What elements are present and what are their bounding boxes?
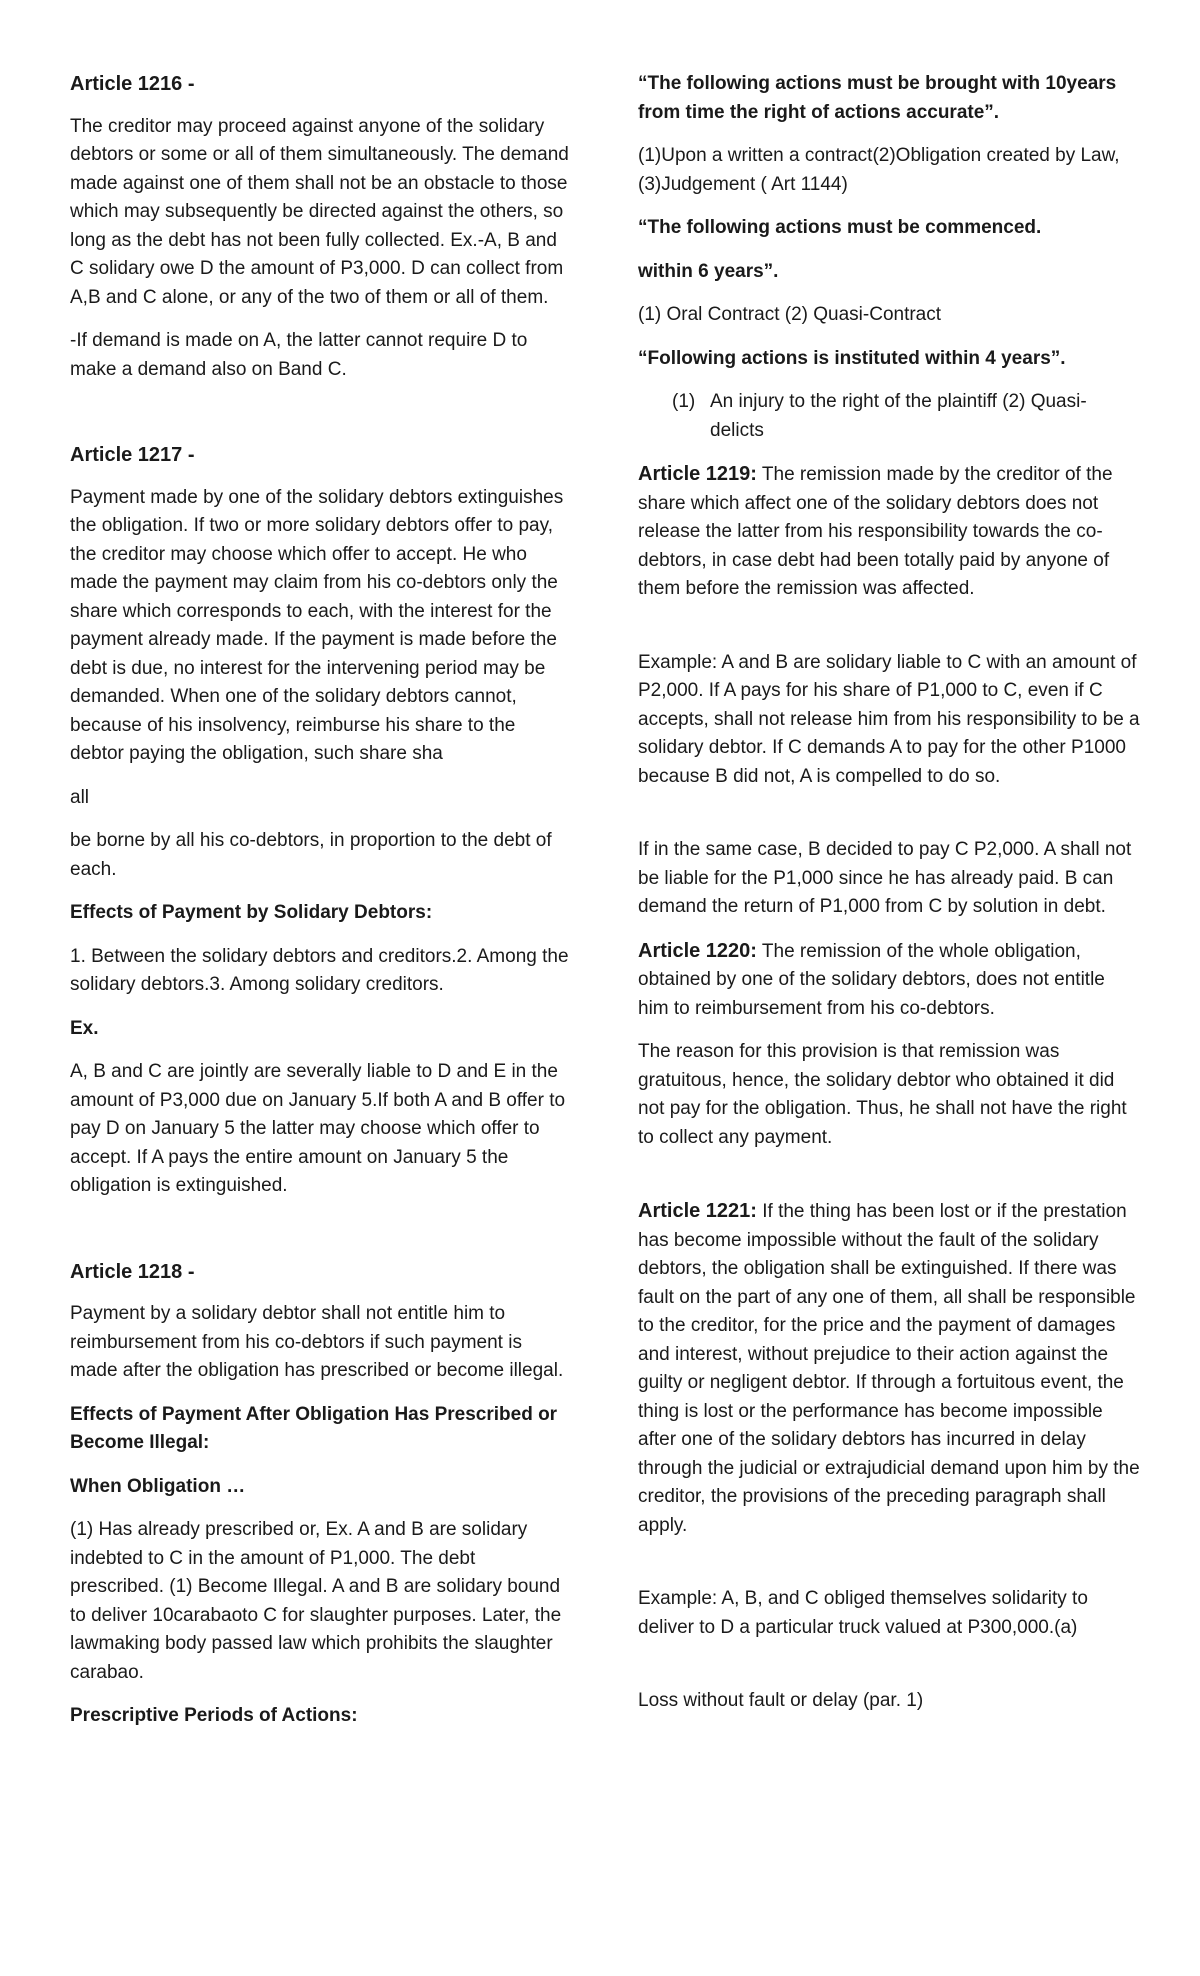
four-years-list-item bbox=[638, 388, 1140, 445]
article-1220-body: The remission of the whole obligation, obtained by one of the solidary debtors, does not entitle him to reimbursement from his co-debtors. bbox=[638, 940, 1105, 1019]
article-1219-heading: Article 1219: bbox=[638, 463, 757, 485]
effects-of-payment-list: 1. Between the solidary debtors and creditors.2. Among the solidary debtors.3. Among solidary creditors. bbox=[70, 945, 569, 995]
article-1218-body: Payment by a solidary debtor shall not entitle him to reimbursement from his co-debtors if such payment is made after the obligation has prescribed or become illegal. bbox=[70, 1303, 564, 1381]
article-1219-example-2: If in the same case, B decided to pay C P2,000. A shall not be liable for the P1,000 since he has already paid. B can demand the return of P1,000 from C by solution in debt. bbox=[638, 839, 1132, 917]
article-1221-body: If the thing has been lost or if the prestation has become impossible without the fault of the solidary debtors, the obligation shall be extinguished. If there was fault on the part of any one of them, all shall be responsible to the creditor, for the price and the payment of damages and interest, without prejudice to their action against the guilty or negligent debtor. If through a fortuitous event, the thing is lost or the performance has become impossible after one of the solidary debtors has incurred in delay through the judicial or extrajudicial demand upon him by the creditor, the provisions of the preceding paragraph shall apply. bbox=[638, 1201, 1140, 1536]
article-1220 bbox=[638, 937, 1140, 1024]
article-1216-body: The creditor may proceed against anyone of the solidary debtors or some or all of them simultaneously. The demand made against one of them shall not be an obstacle to those which may subsequently be directed against the others, so long as the debt has not been fully collected. Ex.-A, B and C solidary owe D the amount of P3,000. D can collect from A,B and C alone, or any of the two of them or all of them. bbox=[70, 115, 569, 308]
left-column bbox=[70, 70, 572, 1746]
article-1220-reason: The reason for this provision is that remission was gratuitous, hence, the solidary debtor who obtained it did not pay for the obligation. Thus, he shall not have the right to collect any payment. bbox=[638, 1041, 1127, 1148]
article-1217-continuation: be borne by all his co-debtors, in proportion to the debt of each. bbox=[70, 830, 552, 880]
when-obligation-label: When Obligation … bbox=[70, 1475, 246, 1497]
six-years-heading-line-1: “The following actions must be commenced. bbox=[638, 217, 1042, 238]
article-1217-body: Payment made by one of the solidary debtors extinguishes the obligation. If two or more solidary debtors offer to pay, the creditor may choose which offer to accept. He who made the payment may claim from his co-debtors only the share which corresponds to each, with the interest for the payment already made. If the payment is made before the debt is due, no interest for the intervening period may be demanded. When one of the solidary debtors cannot, because of his insolvency, reimburse his share to the debtor paying the obligation, such share sha bbox=[70, 486, 564, 764]
when-obligation-body: (1) Has already prescribed or, Ex. A and B are solidary indebted to C in the amount of P1,000. The debt prescribed. (1) Become Illegal. A and B are solidary bound to deliver 10carabaoto C for slaughter purposes. Later, the lawmaking body passed law which prohibits the slaughter carabao. bbox=[70, 1519, 562, 1683]
article-1217-heading: Article 1217 - bbox=[70, 444, 195, 466]
ten-years-heading: “The following actions must be brought with 10years from time the right of actions accurate”. bbox=[638, 73, 1117, 123]
article-1217-split-fragment: all bbox=[70, 786, 90, 808]
article-1218-heading: Article 1218 - bbox=[70, 1260, 195, 1283]
article-1221-heading: Article 1221: bbox=[638, 1200, 757, 1222]
article-1221 bbox=[638, 1197, 1140, 1540]
article-1221-loss-label: Loss without fault or delay (par. 1) bbox=[638, 1690, 924, 1711]
example-body: A, B and C are jointly are severally liable to D and E in the amount of P3,000 due on January 5.If both A and B offer to pay D on January 5 the latter may choose which offer to accept. If A pays the entire amount on January 5 the obligation is extinguished. bbox=[70, 1061, 566, 1196]
right-column bbox=[638, 70, 1140, 1731]
prescriptive-periods-heading: Prescriptive Periods of Actions: bbox=[70, 1705, 358, 1726]
four-years-heading: “Following actions is instituted within 4 years”. bbox=[638, 347, 1066, 369]
six-years-list: (1) Oral Contract (2) Quasi-Contract bbox=[638, 304, 942, 325]
example-label: Ex. bbox=[70, 1017, 99, 1039]
article-1216-heading: Article 1216 - bbox=[70, 73, 195, 95]
article-1219-example: Example: A and B are solidary liable to C with an amount of P2,000. If A pays for his share of P1,000 to C, even if C accepts, shall not release him from his responsibility to be a solidary debtor. If C demands A to pay for the other P1000 because B did not, A is compelled to do so. bbox=[638, 651, 1140, 787]
article-1216-note: -If demand is made on A, the latter cannot require D to make a demand also on Band C. bbox=[70, 330, 528, 380]
article-1220-heading: Article 1220: bbox=[638, 939, 757, 962]
list-item-text: An injury to the right of the plaintiff (2) Quasi-delicts bbox=[710, 391, 1087, 441]
article-1219 bbox=[638, 460, 1140, 604]
article-1219-body: The remission made by the creditor of the share which affect one of the solidary debtors does not release the latter from his responsibility towards the co-debtors, in case debt had been totally paid by anyone of them before the remission was affected. bbox=[638, 464, 1113, 599]
ten-years-list: (1)Upon a written a contract(2)Obligation created by Law,(3)Judgement ( Art 1144) bbox=[638, 145, 1120, 195]
list-number: (1) bbox=[672, 391, 696, 412]
effects-after-prescription-heading: Effects of Payment After Obligation Has Prescribed or Become Illegal: bbox=[70, 1403, 558, 1453]
effects-of-payment-heading: Effects of Payment by Solidary Debtors: bbox=[70, 902, 433, 923]
article-1221-example: Example: A, B, and C obliged themselves solidarity to deliver to D a particular truck valued at P300,000.(a) bbox=[638, 1588, 1088, 1638]
six-years-heading-line-2: within 6 years”. bbox=[638, 260, 779, 282]
